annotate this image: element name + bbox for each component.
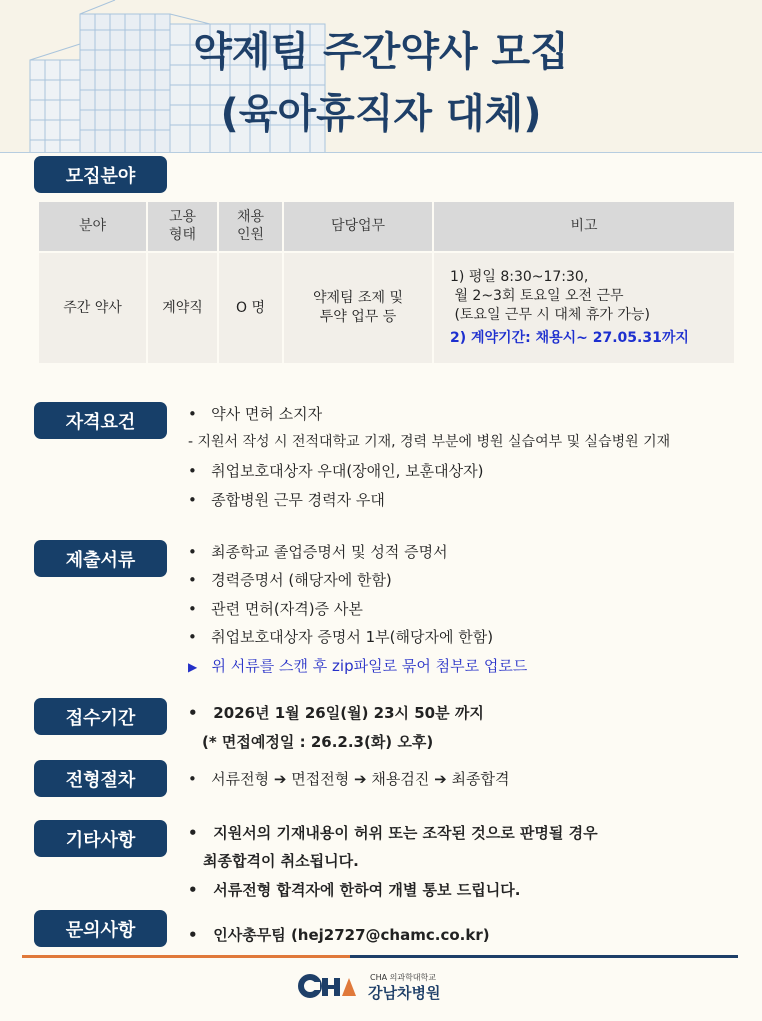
contact-info: • 인사총무팀 (hej2727@chamc.co.kr) xyxy=(188,926,490,944)
footer-divider-navy xyxy=(350,955,738,958)
note-holiday: (토요일 근무 시 대체 휴가 가능) xyxy=(450,307,650,323)
header-banner xyxy=(0,0,762,153)
period-interview: (* 면접예정일 : 26.2.3(화) 오후) xyxy=(202,733,434,751)
cha-mark-icon xyxy=(298,974,358,1004)
hospital-logo xyxy=(298,972,468,1004)
qualification-item: • 종합병원 근무 경력자 우대 xyxy=(188,491,385,509)
recruit-table xyxy=(37,200,736,365)
document-item: • 취업보호대상자 증명서 1부(해당자에 한함) xyxy=(188,628,494,646)
triangle-right-icon: ▶ xyxy=(188,660,198,674)
page-title: 약제팀 주간약사 모집 xyxy=(193,29,569,75)
note-hours: 1) 평일 8:30~17:30, xyxy=(450,269,589,286)
process-steps: • 서류전형 ➔ 면접전형 ➔ 채용검진 ➔ 최종합격 xyxy=(188,770,510,788)
qualification-note: - 지원서 작성 시 전적대학교 기재, 경력 부분에 병원 실습여부 및 실습병원 기재 xyxy=(188,434,671,450)
col-header-count: 채용 인원 xyxy=(219,202,282,251)
table-row xyxy=(39,253,734,363)
section-label-contact: 문의사항 xyxy=(34,910,167,947)
section-label-documents: 제출서류 xyxy=(34,540,167,577)
cell-field: 주간 약사 xyxy=(39,253,146,363)
note-saturday: 월 2~3회 토요일 오전 근무 xyxy=(450,288,624,305)
arrow-right-icon: ➔ xyxy=(273,770,287,788)
section-label-period: 접수기간 xyxy=(34,698,167,735)
document-item: • 관련 면허(자격)증 사본 xyxy=(188,600,363,618)
col-header-duty: 담당업무 xyxy=(284,202,432,251)
period-deadline: • 2026년 1월 26일(월) 23시 50분 까지 xyxy=(188,704,484,722)
cell-count: O 명 xyxy=(219,253,282,363)
col-header-note: 비고 xyxy=(434,202,734,251)
logo-subtitle: CHA 의과학대학교 xyxy=(370,973,436,982)
section-label-qualification: 자격요건 xyxy=(34,402,167,439)
other-item: • 서류전형 합격자에 한하여 개별 통보 드립니다. xyxy=(188,881,521,899)
section-label-process: 전형절차 xyxy=(34,760,167,797)
qualification-item: • 취업보호대상자 우대(장애인, 보훈대상자) xyxy=(188,462,484,480)
cell-duty: 약제팀 조제 및 투약 업무 등 xyxy=(284,253,432,363)
section-label-other: 기타사항 xyxy=(34,820,167,857)
upload-instruction: ▶ 위 서류를 스캔 후 zip파일로 묶어 첨부로 업로드 xyxy=(188,657,528,675)
logo-name: 강남차병원 xyxy=(368,984,441,1002)
document-item: • 최종학교 졸업증명서 및 성적 증명서 xyxy=(188,543,448,561)
arrow-right-icon: ➔ xyxy=(354,770,367,788)
other-item: • 지원서의 기재내용이 허위 또는 조작된 것으로 판명될 경우 xyxy=(188,824,598,842)
other-item-cont: 최종합격이 취소됩니다. xyxy=(203,852,359,870)
arrow-right-icon: ➔ xyxy=(434,770,447,788)
page-subtitle: (육아휴직자 대체) xyxy=(220,91,542,137)
cell-note xyxy=(434,253,734,363)
qualification-item: • 약사 면허 소지자 xyxy=(188,405,323,423)
col-header-type: 고용 형태 xyxy=(148,202,217,251)
col-header-field: 분야 xyxy=(39,202,146,251)
section-label-recruit: 모집분야 xyxy=(34,156,167,193)
footer-divider-orange xyxy=(22,955,350,958)
document-item: • 경력증명서 (해당자에 한함) xyxy=(188,571,392,589)
note-contract: 2) 계약기간: 채용시~ 27.05.31까지 xyxy=(450,329,689,346)
cell-type: 계약직 xyxy=(148,253,217,363)
